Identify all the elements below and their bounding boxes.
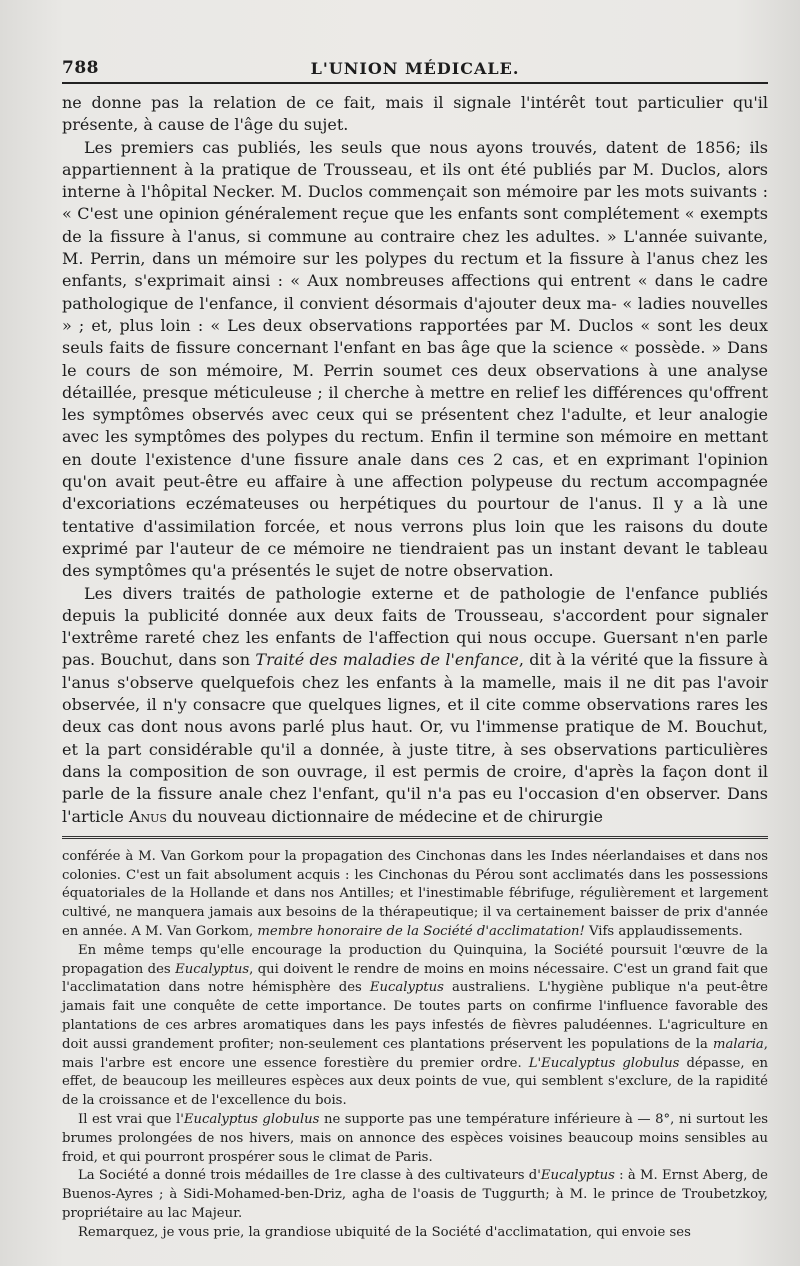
page-header <box>62 44 768 78</box>
paragraph-text: du nouveau dictionnaire de médecine et de chirurgie <box>166 806 603 826</box>
footnote-text <box>62 848 768 1243</box>
footnote-span: Remarquez, je vous prie, la grandiose ubiquité de la Société d'acclimatation, qui envoie ses <box>78 1224 691 1240</box>
footnote-span: Vifs applaudissements. <box>584 923 743 939</box>
footnote-italic: L'Eucalyptus globulus <box>528 1055 680 1071</box>
footnote-span: : à M. Ernst Aberg, de Buenos-Ayres ; à Sidi-Mohamed-ben-Driz, agha de l'oasis de Tuggurth; à M. le prince de Troubetzkoy, propriétaire au lac Majeur. <box>62 1168 768 1221</box>
footnote-span: La Société a donné trois médailles de 1re classe à des cultivateurs d' <box>78 1168 541 1184</box>
paragraph-text: , dit à la vérité que la fissure à l'anus s'observe quelquefois chez les enfants à la mamelle, mais il ne dit pas l'avoir observée, il n'y consacre que quelques lignes, et il cite comme observations rares les deux cas dont nous avons parlé plus haut. Or, vu l'immense pratique de M. Bouchut, et la part considérable qu'il a donnée, à juste titre, à ses observations particulières dans la composition de son ouvrage, il est permis de croire, d'après la façon dont il parle de la fissure anale chez l'enfant, qu'il n'a pas eu l'occasion d'en observer. Dans l'article <box>62 650 768 826</box>
footnote-italic: Eucalyptus <box>175 961 250 977</box>
footnote-paragraph <box>62 1111 768 1167</box>
footnote-paragraph <box>62 1224 768 1243</box>
footnote-span: , mais l'arbre est encore une essence forestière du premier ordre. <box>62 1036 768 1071</box>
paragraph <box>62 92 768 137</box>
header-rule <box>62 82 768 84</box>
footnote-italic: membre honoraire de la Société d'acclimatation! <box>257 923 585 939</box>
footnote-span: conférée à M. Van Gorkom pour la propagation des Cinchonas dans les Indes néerlandaises et dans nos colonies. C'est un fait absolument acquis : les Cinchonas du Pérou sont acclimatés dans les possessions équatoriales de la Hollande et dans nos Antilles; et l'inestimable fébrifuge, régulièrement et largement cultivé, ne manquera jamais aux besoins de la thérapeutique; il va certainement baisser de prix d'année en année. A M. Van Gorkom, <box>62 848 768 939</box>
footnote-paragraph <box>62 848 768 942</box>
footnote-italic: Eucalyptus <box>369 980 444 996</box>
paragraph <box>62 137 768 583</box>
paragraph <box>62 583 768 828</box>
main-text <box>62 92 768 828</box>
footnote-span: En même temps qu'elle encourage la production du Quinquina, la Société poursuit l'œuvre de la propagation des <box>62 942 768 977</box>
footnote-span: australiens. L'hygiène publique n'a peut-être jamais fait une conquête de cette importance. De toutes parts on confirme l'influence favorable des plantations de ces arbres aromatiques dans les pays infestés de fièvres paludéennes. L'agriculture en doit aussi grandement profiter; non-seulement ces plantations préservent les populations de la <box>62 980 768 1052</box>
footnote-divider <box>62 836 768 839</box>
book-title: Traité des maladies de l'enfance <box>255 650 519 670</box>
page-number: 788 <box>62 58 99 78</box>
article-name: Anus <box>128 806 167 826</box>
footnote-italic: malaria <box>712 1036 764 1052</box>
footnote-paragraph <box>62 1167 768 1223</box>
paragraph-text: Les premiers cas publiés, les seuls que nous ayons trouvés, datent de 1856; ils appartiennent à la pratique de Trousseau, et ils ont été publiés par M. Duclos, alors interne à l'hôpital Necker. M. Duclos commençait son mémoire par les mots suivants : « C'est une opinion généralement reçue que les enfants sont complétement « exempts de la fissure à l'anus, si commune au contraire chez les adultes. » L'année suivante, M. Perrin, dans un mémoire sur les polypes du rectum et la fissure à l'anus chez les enfants, s'exprimait ainsi : « Aux nombreuses affections qui entrent « dans le cadre pathologique de l'enfance, il convient désormais d'ajouter deux ma- « ladies nouvelles » ; et, plus loin : « Les deux observations rapportées par M. Duclos « sont les deux seuls faits de fissure concernant l'enfant en bas âge que la science « possède. » Dans le cours de son mémoire, M. Perrin soumet ces deux observations à une analyse détaillée, presque méticuleuse ; il cherche à mettre en relief les différences qu'offrent les symptômes observés avec ceux qui se présentent chez l'adulte, et leur analogie avec les symptômes des polypes du rectum. Enfin il termine son mémoire en mettant en doute l'existence d'une fissure anale dans ces 2 cas, et en exprimant l'opinion qu'on avait peut-être eu affaire à une affection polypeuse du rectum accompagnée d'excoriations eczémateuses ou herpétiques du pourtour de l'anus. Il y a là une tentative d'assimilation forcée, et nous verrons plus loin que les raisons du doute exprimé par l'auteur de ce mémoire ne tiendraient pas un instant devant le tableau des symptômes qu'a présentés le sujet de notre observation. <box>62 137 768 581</box>
footnote-italic: Eucalyptus globulus <box>183 1111 320 1127</box>
footnote-span: ne supporte pas une température inférieure à — 8°, ni surtout les brumes prolongées de nos hivers, mais on annonce des espèces voisines beaucoup moins sensibles au froid, et qui pourront prospérer sous le climat de Paris. <box>62 1111 769 1165</box>
running-title: L'UNION MÉDICALE. <box>310 59 520 78</box>
footnote-italic: Eucalyptus <box>540 1168 615 1184</box>
footnote-span: , qui doivent le rendre de moins en moins nécessaire. C'est un grand fait que l'acclimatation dans notre hémisphère des <box>62 961 768 996</box>
footnote-span: dépasse, en effet, de beaucoup les meilleures espèces aux deux points de vue, qui semblent s'exclure, de la rapidité de la croissance et de l'excellence du bois. <box>62 1055 768 1109</box>
footnote-paragraph <box>62 942 768 1111</box>
paragraph-text: Les divers traités de pathologie externe et de pathologie de l'enfance publiés depuis la publicité donnée aux deux faits de Trousseau, s'accordent pour signaler l'extrême rareté chez les enfants de l'affection qui nous occupe. Guersant n'en parle pas. Bouchut, dans son <box>62 583 768 670</box>
paragraph-text: ne donne pas la relation de ce fait, mais il signale l'intérêt tout particulier qu'il présente, à cause de l'âge du sujet. <box>62 93 768 135</box>
footnote-span: Il est vrai que l' <box>78 1111 184 1127</box>
